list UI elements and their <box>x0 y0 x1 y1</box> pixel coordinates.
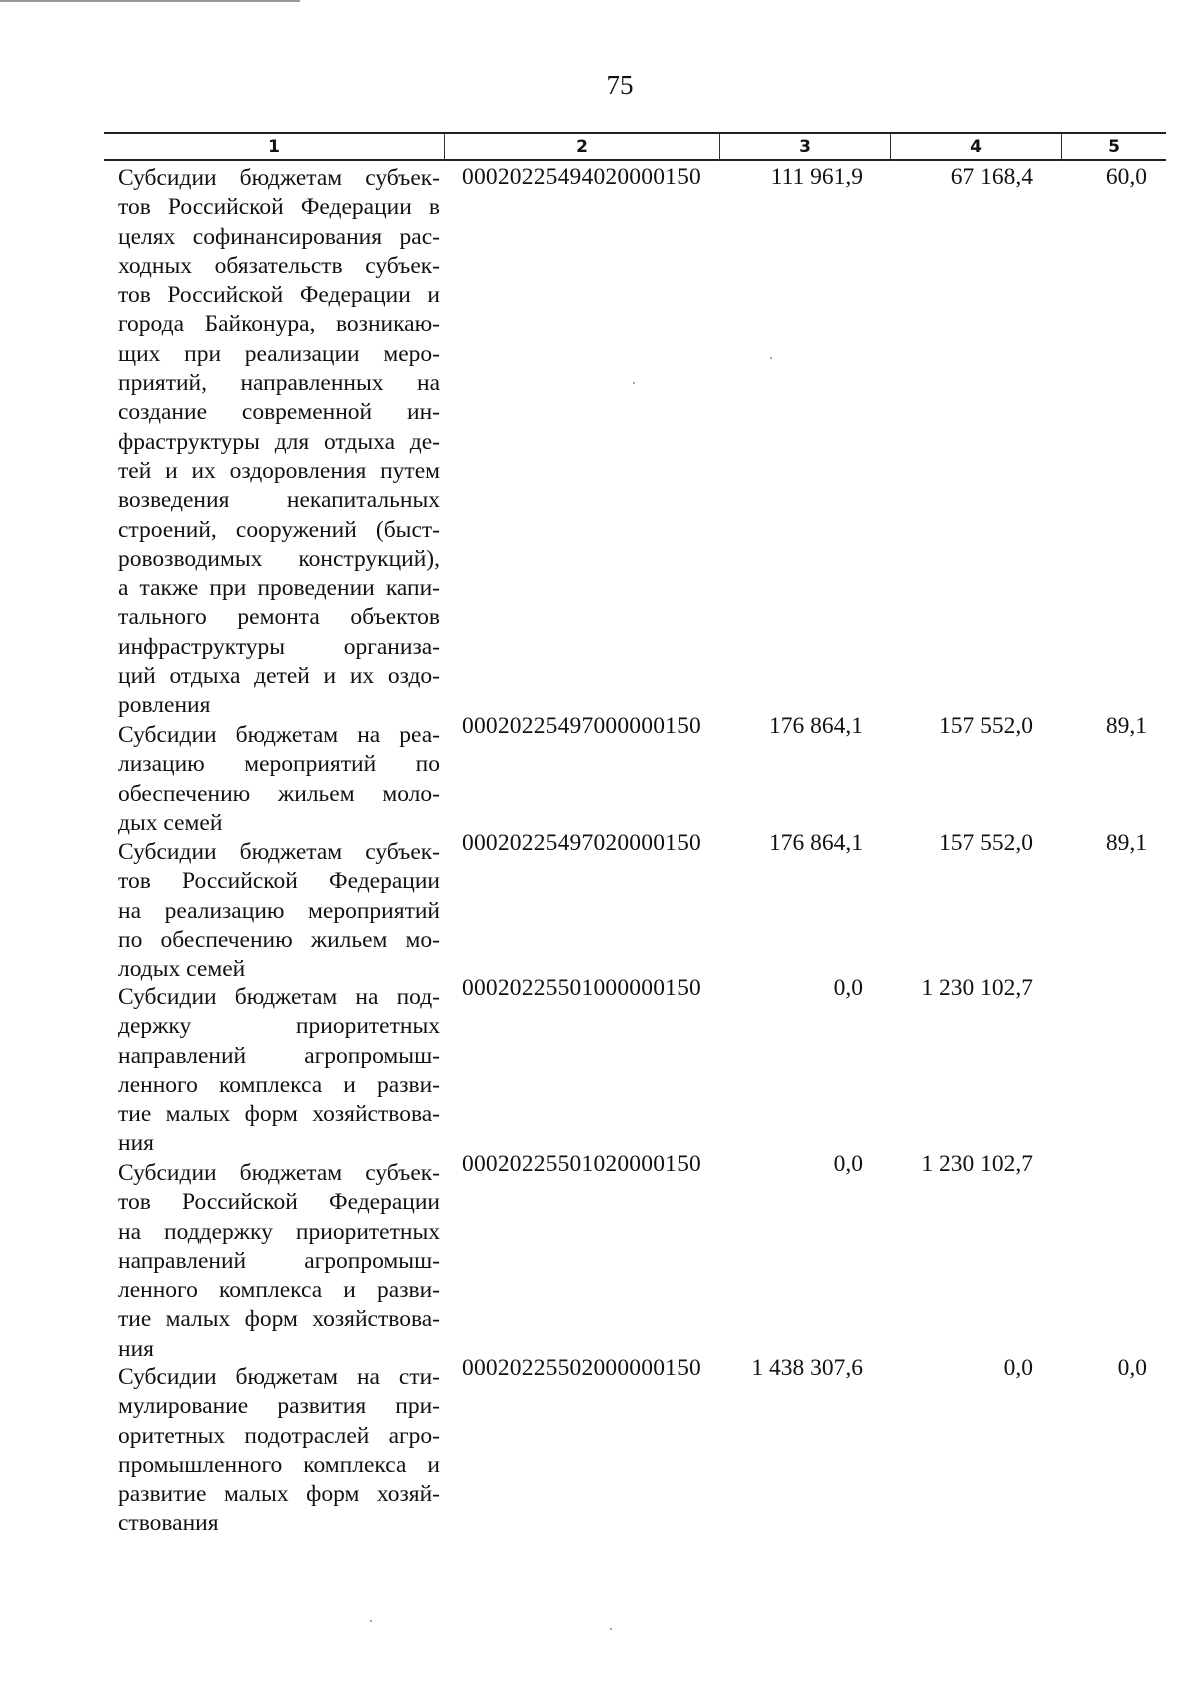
description-line: строений, сооружений (быст- <box>118 516 440 543</box>
row-value-col3: 1 438 307,6 <box>751 1355 863 1381</box>
description-line: Субсидии бюджетам субъек- <box>118 839 440 865</box>
row-value-col5: 0,0 <box>1117 1355 1147 1381</box>
row-value-col3: 0,0 <box>833 975 863 1001</box>
description-line: тие малых форм хозяйствова- <box>118 1101 440 1128</box>
description-line: создание современной ин- <box>118 399 440 426</box>
description-line: ровления <box>118 692 211 719</box>
row-value-col4: 157 552,0 <box>939 830 1033 856</box>
description-line: тов Российской Федерации и <box>118 282 440 309</box>
description-line: Субсидии бюджетам субъек- <box>118 1160 440 1186</box>
description-line: Субсидии бюджетам субъек- <box>118 165 440 191</box>
description-line: направлений агропромыш- <box>118 1042 440 1069</box>
row-description <box>118 1159 440 1364</box>
table-header <box>104 132 1166 161</box>
row-description <box>118 721 440 838</box>
description-line: ния <box>118 1335 154 1362</box>
row-value-col3: 111 961,9 <box>770 164 863 190</box>
row-value-col4: 1 230 102,7 <box>921 975 1033 1001</box>
row-description <box>118 983 440 1159</box>
description-line: тов Российской Федерации <box>118 868 440 895</box>
header-col-1: 1 <box>268 137 280 157</box>
description-line: а также при проведении капи- <box>118 575 440 602</box>
row-code: 00020225502000000150 <box>462 1355 701 1381</box>
row-description <box>118 838 440 984</box>
description-line: ленного комплекса и разви- <box>118 1071 440 1098</box>
row-value-col3: 0,0 <box>833 1151 863 1177</box>
row-code: 00020225497020000150 <box>462 830 701 856</box>
description-line: ствования <box>118 1510 219 1537</box>
description-line: держку приоритетных <box>118 1013 440 1040</box>
description-line: Субсидии бюджетам на сти- <box>118 1364 440 1390</box>
description-line: тов Российской Федерации <box>118 1189 440 1216</box>
row-value-col3: 176 864,1 <box>769 713 863 739</box>
row-value-col5: 89,1 <box>1105 713 1147 739</box>
description-line: по обеспечению жильем мо- <box>118 926 440 953</box>
row-value-col5: 60,0 <box>1105 164 1147 190</box>
row-description <box>118 164 440 721</box>
description-line: мулирование развития при- <box>118 1393 440 1420</box>
row-description <box>118 1363 440 1539</box>
description-line: Субсидии бюджетам на под- <box>118 984 440 1010</box>
scan-speck <box>633 382 635 384</box>
description-line: ций отдыха детей и их оздо- <box>118 663 440 690</box>
description-line: Субсидии бюджетам на реа- <box>118 722 440 748</box>
description-line: ровозводимых конструкций), <box>118 545 440 572</box>
description-line: фраструктуры для отдыха де- <box>118 428 440 455</box>
description-line: тов Российской Федерации в <box>118 194 440 221</box>
scan-speck <box>770 357 772 359</box>
header-col-4: 4 <box>970 137 982 157</box>
header-col-5: 5 <box>1108 137 1120 157</box>
scan-speck <box>610 1628 612 1630</box>
description-line: лизацию мероприятий по <box>118 751 440 778</box>
description-line: щих при реализации меро- <box>118 340 440 367</box>
description-line: тей и их оздоровления путем <box>118 457 440 484</box>
description-line: ния <box>118 1130 154 1157</box>
description-line: развитие малых форм хозяй- <box>118 1481 440 1508</box>
description-line: ходных обязательств субъек- <box>118 252 440 279</box>
row-value-col4: 0,0 <box>1003 1355 1033 1381</box>
row-code: 00020225501020000150 <box>462 1151 701 1177</box>
description-line: обеспечению жильем моло- <box>118 780 440 807</box>
description-line: возведения некапитальных <box>118 487 440 514</box>
scan-edge-mark <box>0 0 300 2</box>
description-line: тие малых форм хозяйствова- <box>118 1306 440 1333</box>
row-code: 00020225497000000150 <box>462 713 701 739</box>
row-value-col3: 176 864,1 <box>769 830 863 856</box>
header-col-2: 2 <box>576 137 588 157</box>
description-line: дых семей <box>118 809 223 836</box>
row-value-col4: 157 552,0 <box>939 713 1033 739</box>
description-line: оритетных подотраслей агро- <box>118 1422 440 1449</box>
description-line: ленного комплекса и разви- <box>118 1277 440 1304</box>
row-value-col5: 89,1 <box>1105 830 1147 856</box>
description-line: приятий, направленных на <box>118 370 440 397</box>
description-line: целях софинансирования рас- <box>118 223 440 250</box>
description-line: направлений агропромыш- <box>118 1247 440 1274</box>
row-value-col4: 67 168,4 <box>950 164 1033 190</box>
scan-speck <box>370 1620 372 1622</box>
description-line: на поддержку приоритетных <box>118 1218 440 1245</box>
description-line: инфраструктуры организа- <box>118 633 440 660</box>
header-col-3: 3 <box>799 137 811 157</box>
description-line: на реализацию мероприятий <box>118 897 440 924</box>
description-line: тального ремонта объектов <box>118 604 440 631</box>
description-line: города Байконура, возникаю- <box>118 311 440 338</box>
description-line: лодых семей <box>118 956 246 983</box>
page-number: 75 <box>606 70 634 100</box>
row-code: 00020225494020000150 <box>462 164 701 190</box>
description-line: промышленного комплекса и <box>118 1451 440 1478</box>
row-code: 00020225501000000150 <box>462 975 701 1001</box>
row-value-col4: 1 230 102,7 <box>921 1151 1033 1177</box>
